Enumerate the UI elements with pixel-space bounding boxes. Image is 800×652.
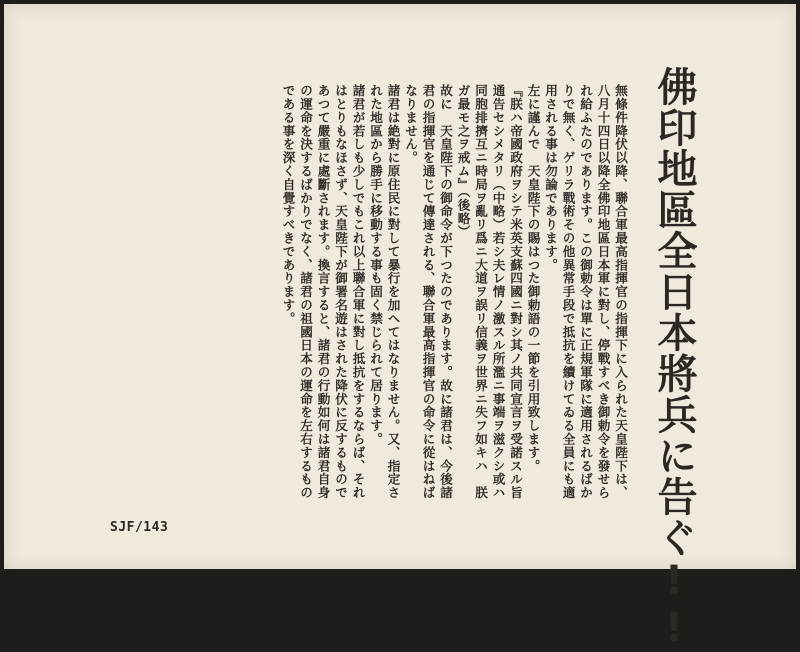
leaflet-sheet — [4, 4, 796, 652]
paragraph-2: 左に謹んで 天皇陛下の賜はつた御勅語の一節を引用致します。 — [525, 84, 541, 473]
paragraph-1: 無條件降伏以降、聯合軍最高指揮官の指揮下に入られた天皇陛下は、八月十四日以降全佛印地區日本軍に對し、停戰すべき御勅令を發せられ給ふたのであります。この御勅令は單に正規軍隊に適用されるばかりで無く、ゲリラ戰術その他異常手段で抵抗を續けてゐる全員にも適用される事は勿論であります。 — [543, 84, 628, 500]
paragraph-4: 故に 天皇陛下の御命令が下つたのであります。故に諸君は、今後諸君の指揮官を通じて傳達される、聯合軍最高指揮官の命令に從はねばなりません。 — [403, 84, 453, 500]
leaflet-title: 佛印地區全日本將兵に告ぐ!! — [651, 66, 697, 652]
paragraph-3: 『朕ハ帝國政府ヲシテ米英支蘇四國ニ對シ其ノ共同宣言ヲ受諾スル旨通告セシメタリ（中略）若シ夫レ情ノ激スル所濫ニ事端ヲ滋クシ或ハ同胞排擠互ニ時局ヲ亂リ爲ニ大道ヲ誤リ信義ヲ世界ニ失フ如キハ 朕ガ最モ之ヲ戒ム』（後略） — [455, 84, 523, 500]
paragraph-6: 諸君が若しも少しでもこれ以上聯合軍に對し抵抗をするならば、それはとりもなほさず、天皇陛下が御署名遊はされた降伏に反するものであつて嚴重に處斷されます。換言すると、諸君の行動如何は諸君自身の運命を決するばかりでなく、諸君の祖國日本の運命を左右するものである事を深く自覺すべきであります。 — [280, 84, 366, 500]
leaflet-code: SJF/143 — [110, 520, 169, 535]
paragraph-5: 諸君は絶對に原住民に對して暴行を加へてはなりません。又、指定された地區から勝手に移動する事も固く禁じられて居ります。 — [368, 84, 401, 500]
leaflet-body — [280, 84, 629, 504]
